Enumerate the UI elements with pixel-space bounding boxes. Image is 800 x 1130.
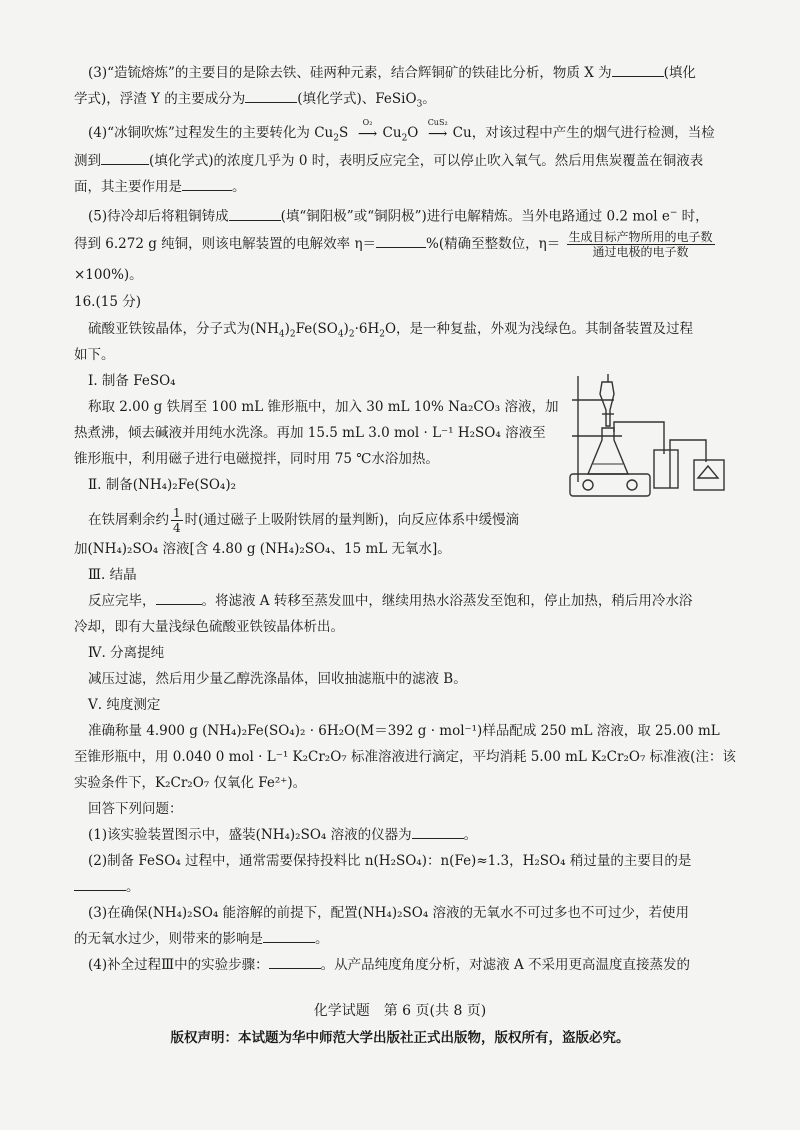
apparatus-diagram — [566, 370, 746, 518]
text: 。 — [463, 827, 478, 843]
text: 。从产品纯度角度分析，对滤液 A 不采用更高温度直接蒸发的 — [320, 957, 690, 973]
text: (3)“造锍熔炼”的主要目的是除去铁、硅两种元素，结合辉铜矿的铁硅比分析，物质 X 为 — [88, 65, 612, 81]
sub-question-3-line2 — [74, 930, 329, 948]
q15-4-line1 — [88, 117, 715, 148]
s1-line3: 锥形瓶中，利用磁子进行电磁搅拌，同时用 75 ℃水浴加热。 — [74, 451, 439, 467]
s1-line2: 热煮沸，倾去碱液并用纯水洗涤。再加 15.5 mL 3.0 mol · L⁻¹ H₂SO₄ 溶液至 — [74, 425, 546, 441]
text: O，是一种复盐，外观为浅绿色。其制备装置及过程 — [384, 321, 694, 337]
q15-5-line1 — [88, 204, 709, 226]
reaction-arrow — [423, 117, 453, 143]
subscript: 2 — [333, 133, 339, 144]
text: 。将滤液 A 转移至蒸发皿中，继续用热水浴蒸发至饱和，停止加热，稍后用冷水浴 — [201, 593, 693, 609]
answer-blank[interactable] — [269, 956, 321, 969]
text: O — [407, 125, 419, 141]
questions-intro: 回答下列问题： — [88, 801, 183, 817]
answer-blank[interactable] — [156, 592, 202, 605]
text: (5)待冷却后将粗铜铸成 — [88, 208, 229, 225]
s2-line2: 加(NH₄)₂SO₄ 溶液[含 4.80 g (NH₄)₂SO₄、15 mL 无氧水]。 — [74, 541, 451, 557]
arrow-label: CuS₂ — [427, 117, 448, 127]
answer-blank[interactable] — [263, 930, 315, 943]
sub-question-1 — [88, 826, 477, 844]
s4-line1: 减压过滤，然后用少量乙醇洗涤晶体，回收抽滤瓶中的滤液 B。 — [88, 671, 467, 687]
text: %(精确至整数位，η＝ — [426, 236, 561, 252]
text: (填化学式)的浓度几乎为 0 时，表明反应完全，可以停止吹入氧气。然后用焦炭覆盖在铜液表 — [149, 153, 704, 169]
text: Cu，对该过程中产生的烟气进行检测，当检 — [452, 125, 715, 141]
s2-line1 — [88, 506, 519, 535]
fraction-denominator: 4 — [173, 521, 181, 535]
trap-bottle — [654, 450, 678, 488]
subscript: 2 — [348, 329, 355, 340]
answer-blank[interactable] — [612, 64, 664, 77]
text: 。 — [422, 91, 436, 107]
section-2-title: Ⅱ. 制备(NH₄)₂Fe(SO₄)₂ — [88, 477, 236, 493]
section-3-title: Ⅲ. 结晶 — [88, 567, 137, 583]
sub-question-2-blank — [74, 878, 140, 896]
text: 时(通过磁子上吸附铁屑的量判断)，向反应体系中缓慢滴 — [184, 512, 520, 528]
subscript: 4 — [337, 329, 344, 340]
text: ) — [284, 321, 290, 337]
efficiency-fraction — [567, 230, 715, 259]
subscript: 4 — [278, 329, 285, 340]
answer-blank[interactable] — [101, 152, 149, 165]
fraction-denominator: 通过电极的电子数 — [592, 245, 689, 259]
text: 测到 — [74, 153, 101, 169]
s5-line1: 准确称量 4.900 g (NH₄)₂Fe(SO₄)₂ · 6H₂O(M＝392 g · mol⁻¹)样品配成 250 mL 溶液，取 25.00 mL — [88, 723, 720, 739]
s1-line1: 称取 2.00 g 铁屑至 100 mL 锥形瓶中，加入 30 mL 10% Na₂CO₃ 溶液，加 — [88, 399, 559, 415]
q16-header: 16.(15 分) — [74, 294, 141, 310]
arrow-label: O₂ — [362, 117, 373, 127]
section-5-title: Ⅴ. 纯度测定 — [88, 697, 161, 713]
dropping-funnel — [600, 382, 614, 426]
section-1-title: Ⅰ. 制备 FeSO₄ — [88, 373, 176, 389]
copyright-notice: 版权声明：本试题为华中师范大学出版社正式出版物，版权所有，盗版必究。 — [170, 1030, 630, 1046]
q16-intro-line1 — [88, 320, 693, 344]
q15-5-line3: ×100%)。 — [74, 267, 143, 283]
gas-tube-2 — [670, 440, 706, 462]
text: 在铁屑剩余约 — [88, 512, 169, 528]
answer-blank[interactable] — [412, 826, 464, 839]
arrow-icon: ⟶ — [427, 125, 448, 142]
text: ·6H — [354, 321, 380, 337]
arrow-icon: ⟶ — [357, 125, 378, 142]
text: (4)“冰铜吹炼”过程发生的主要转化为 Cu — [88, 125, 334, 141]
fraction-numerator: 生成目标产物所用的电子数 — [568, 230, 713, 244]
q15-4-line3 — [74, 178, 246, 196]
section-4-title: Ⅳ. 分离提纯 — [88, 645, 165, 661]
q15-4-line2 — [74, 152, 703, 170]
text: (填“铜阳极”或“铜阴极”)进行电解精炼。当外电路通过 0.2 mol e — [280, 208, 670, 225]
text: 。 — [232, 179, 246, 195]
conical-flask — [588, 428, 628, 474]
q15-3-line1 — [88, 64, 696, 82]
subscript: 2 — [379, 329, 385, 340]
subscript: 2 — [289, 329, 296, 340]
subscript: 2 — [401, 133, 408, 144]
answer-blank[interactable] — [245, 90, 297, 103]
answer-blank[interactable] — [182, 178, 232, 191]
text: 。 — [126, 879, 140, 895]
superscript: − — [669, 208, 678, 218]
text: 得到 6.272 g 纯铜，则该电解装置的电解效率 η＝ — [74, 236, 377, 252]
subscript: 3 — [416, 99, 423, 110]
text: 。 — [315, 931, 329, 947]
s3-line1 — [88, 592, 692, 610]
magnetic-stirrer-hotplate — [570, 474, 650, 496]
text: Cu — [382, 125, 402, 141]
text: 的无氧水过少，则带来的影响是 — [74, 931, 263, 947]
text: 硫酸亚铁铵晶体，分子式为(NH — [88, 321, 279, 337]
q15-5-line2 — [74, 230, 717, 259]
knob-icon — [583, 480, 593, 490]
text: (1)该实验装置图示中，盛装(NH₄)₂SO₄ 溶液的仪器为 — [88, 827, 412, 843]
text: 面，其主要作用是 — [74, 179, 182, 195]
inverted-funnel — [698, 466, 718, 478]
answer-blank[interactable] — [376, 235, 426, 248]
text: Fe(SO — [295, 321, 338, 337]
text: (4)补全过程Ⅲ中的实验步骤： — [88, 957, 269, 973]
text: 学式)，浮渣 Y 的主要成分为 — [74, 91, 246, 107]
answer-blank[interactable] — [74, 878, 126, 891]
one-quarter-fraction — [171, 506, 183, 535]
text: ) — [343, 321, 349, 337]
reaction-arrow — [353, 117, 383, 143]
sub-question-4 — [88, 956, 690, 974]
q15-3-line2 — [74, 90, 436, 114]
page-footer: 化学试题 第 6 页(共 8 页) — [313, 1003, 487, 1019]
answer-blank[interactable] — [229, 208, 281, 221]
text: S — [338, 125, 349, 141]
absorption-beaker — [694, 460, 724, 490]
s5-line2: 至锥形瓶中，用 0.040 0 mol · L⁻¹ K₂Cr₂O₇ 标准溶液进行滴定，平均消耗 5.00 mL K₂Cr₂O₇ 标准液(注：该 — [74, 749, 736, 765]
q16-intro-line2: 如下。 — [74, 347, 115, 363]
text: (填化学式)、FeSiO — [297, 91, 417, 107]
text: (填化 — [663, 65, 696, 81]
fraction-numerator: 1 — [173, 506, 181, 520]
s3-line2: 冷却，即有大量浅绿色硫酸亚铁铵晶体析出。 — [74, 619, 344, 635]
sub-question-2: (2)制备 FeSO₄ 过程中，通常需要保持投料比 n(H₂SO₄)：n(Fe)≈1.3，H₂SO₄ 稍过量的主要目的是 — [88, 853, 692, 869]
sub-question-3-line1: (3)在确保(NH₄)₂SO₄ 能溶解的前提下，配置(NH₄)₂SO₄ 溶液的无氧水不可过多也不可过少，若使用 — [88, 905, 690, 921]
s5-line3: 实验条件下，K₂Cr₂O₇ 仅氧化 Fe²⁺)。 — [74, 775, 307, 791]
text: 时， — [677, 208, 709, 225]
text: 反应完毕， — [88, 593, 156, 609]
knob-icon — [627, 480, 637, 490]
gas-tube — [614, 422, 664, 454]
